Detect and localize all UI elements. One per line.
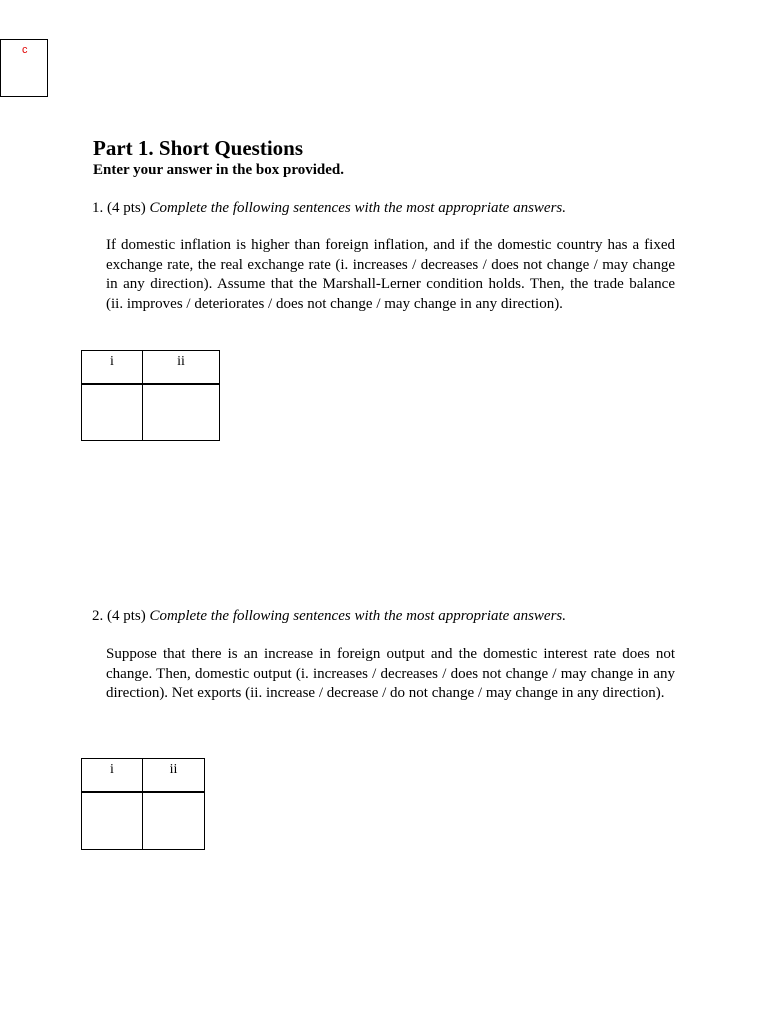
- question-2-prefix: 2. (4 pts): [92, 608, 146, 624]
- question-1-answer-table: [81, 350, 220, 441]
- question-1-text: If domestic inflation is higher than foreign inflation, and if the domestic country has a fixed exchange rate, the real exchange rate (i. increases / decreases / does not change / may change in any direction). Assume that the Marshall-Lerner condition holds. Then, the trade balance (ii. improves / deteriorates / does not change / may change in any direction).: [106, 237, 675, 312]
- answer-cell-i[interactable]: [82, 384, 143, 441]
- answer-header-i: i: [82, 759, 143, 792]
- answer-header-ii: ii: [143, 351, 220, 384]
- answer-cell-ii[interactable]: [143, 792, 205, 850]
- question-1-prompt: Complete the following sentences with the most appropriate answers.: [149, 200, 566, 216]
- answer-cell-ii[interactable]: [143, 384, 220, 441]
- question-1-heading: [92, 200, 566, 217]
- answer-header-i: i: [82, 351, 143, 384]
- question-2-answer-table: [81, 758, 205, 850]
- part-title: Part 1. Short Questions: [93, 136, 303, 160]
- answer-header-ii: ii: [143, 759, 205, 792]
- corner-box: [0, 39, 48, 97]
- corner-mark: c: [22, 44, 28, 56]
- instruction-text: Enter your answer in the box provided.: [93, 162, 345, 178]
- question-2-text: Suppose that there is an increase in foreign output and the domestic interest rate does not change. Then, domestic output (i. increases / decreases / does not change / may change in any direction). Net exports (ii. increase / decrease / do not change / may change in any direction).: [106, 646, 675, 701]
- answer-cell-i[interactable]: [82, 792, 143, 850]
- question-1-prefix: 1. (4 pts): [92, 200, 146, 216]
- question-2-prompt: Complete the following sentences with the most appropriate answers.: [149, 608, 566, 624]
- question-2-heading: [92, 608, 566, 625]
